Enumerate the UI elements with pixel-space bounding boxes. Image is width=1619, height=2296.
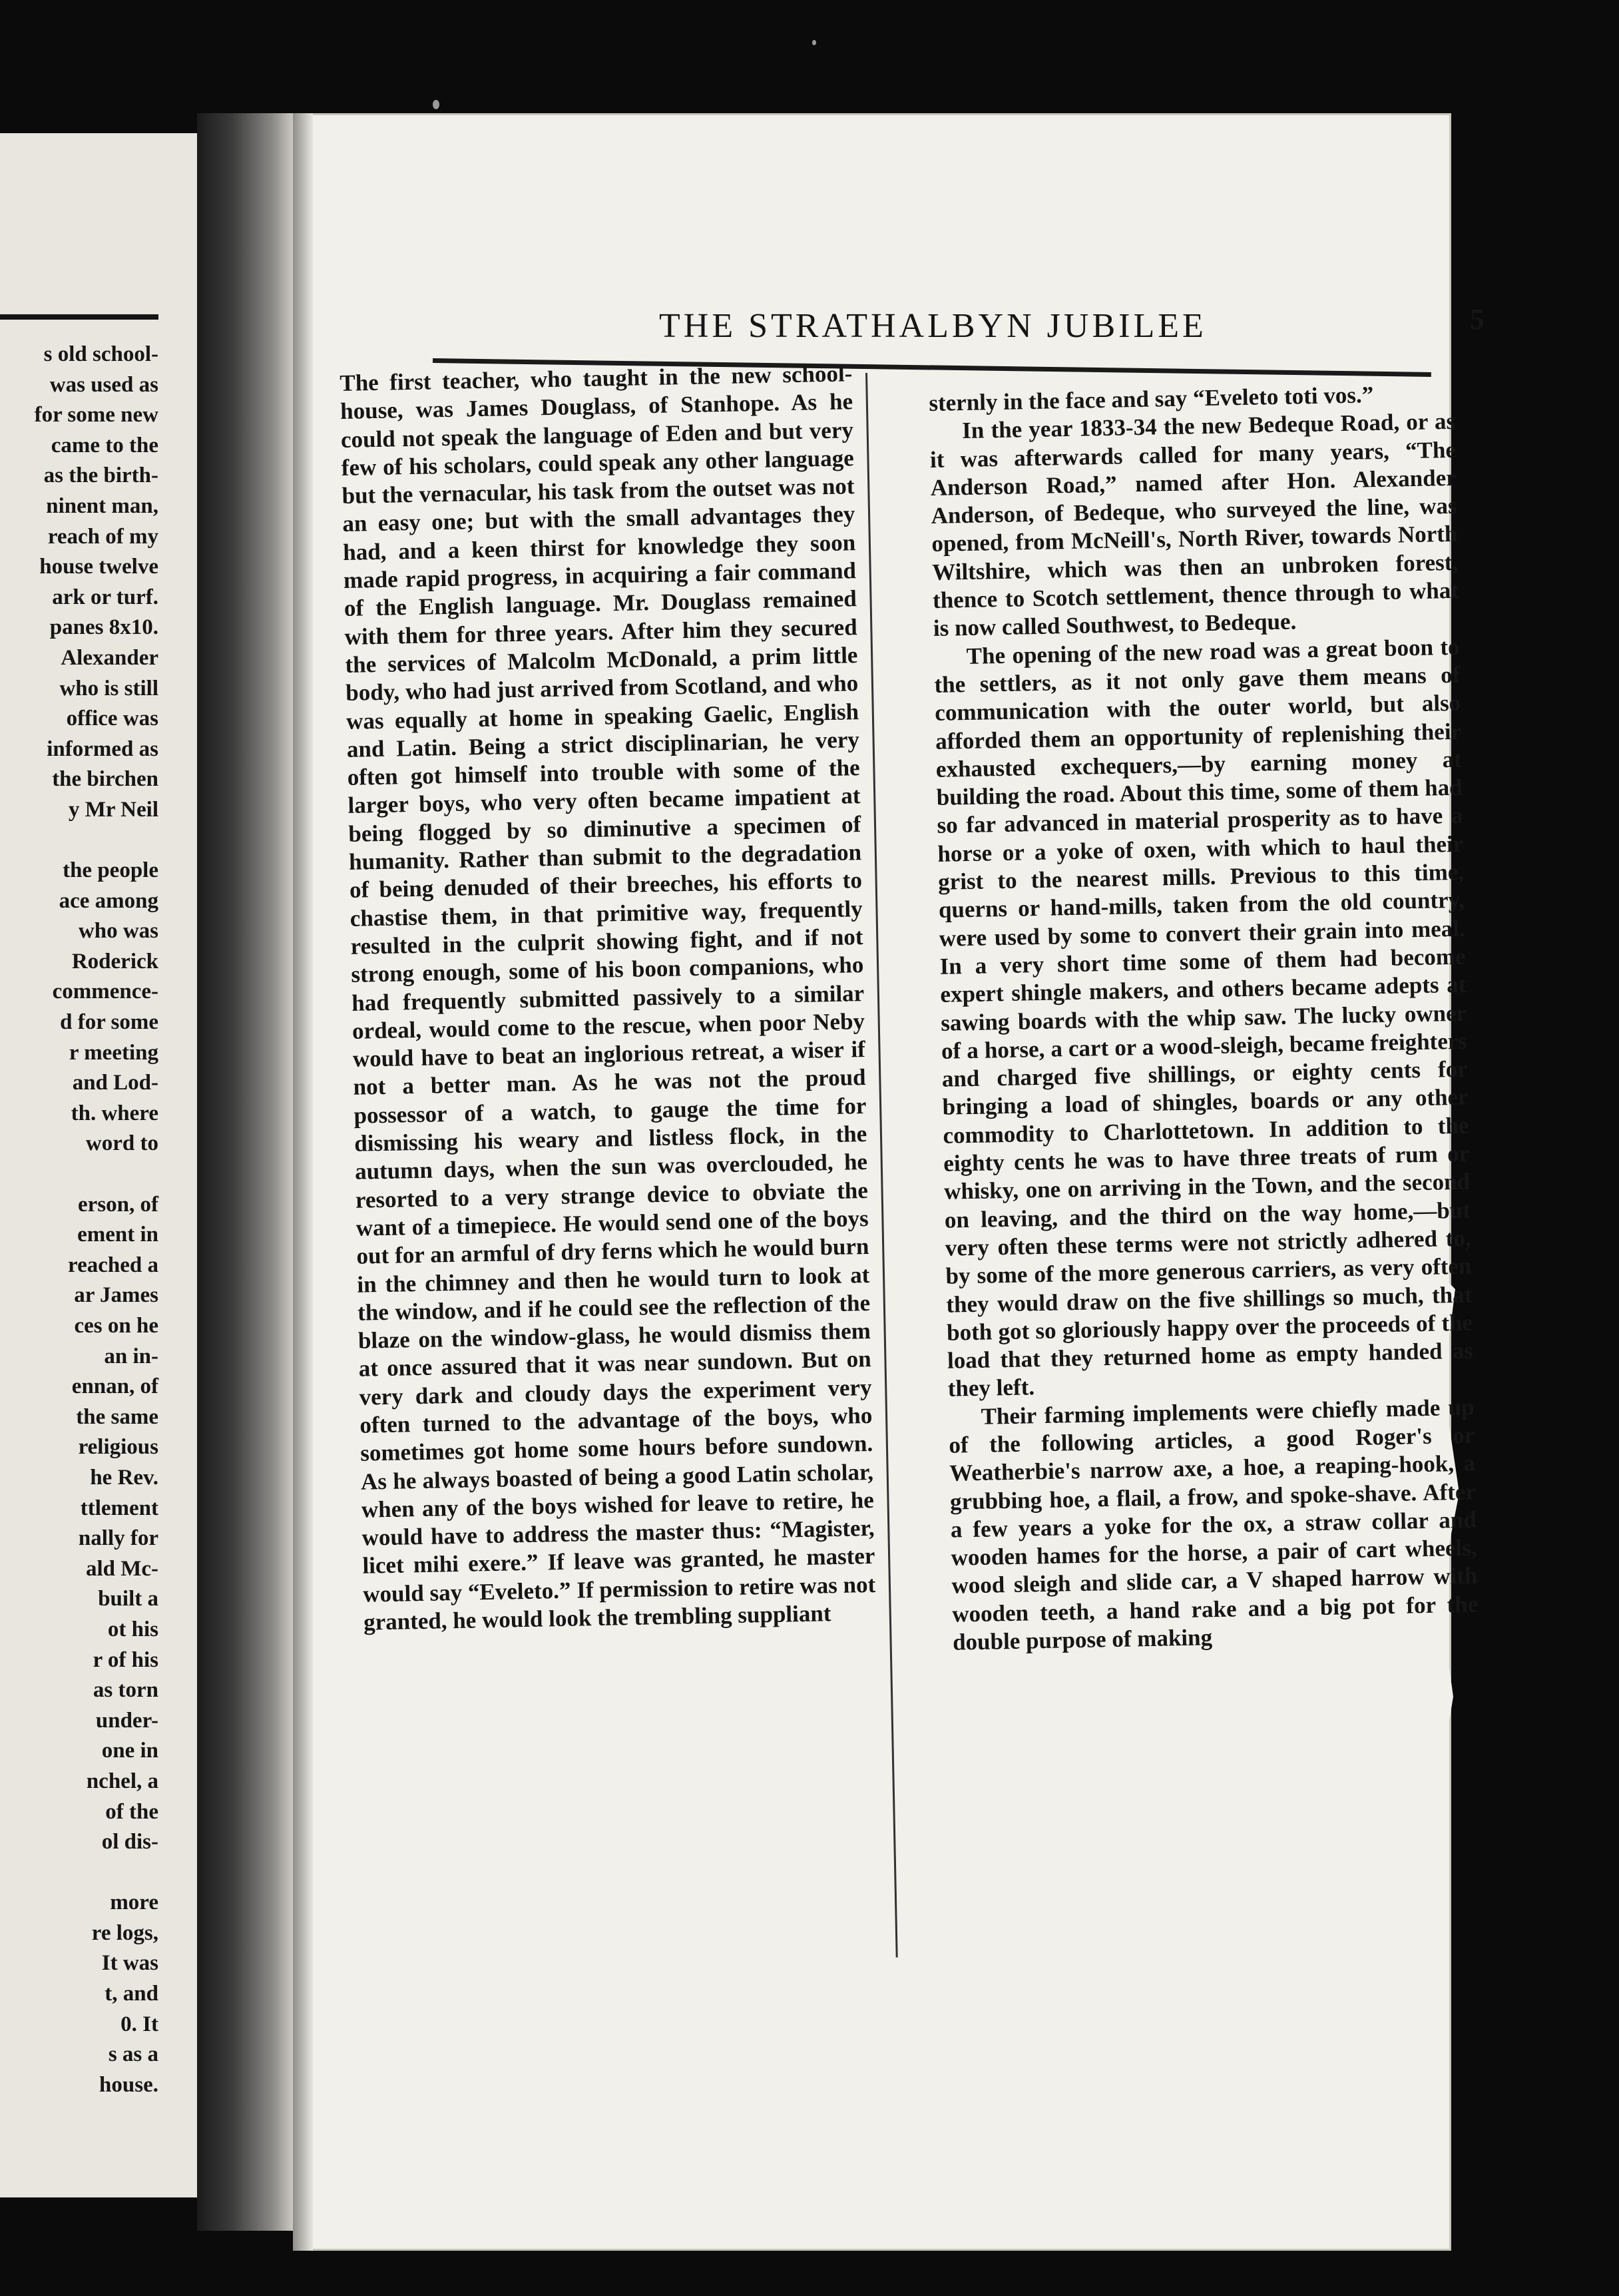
facing-page-line: religious [78,1435,158,1460]
facing-page-line: y Mr Neil [68,797,158,822]
facing-page-line [35,1159,158,1190]
paragraph: sternly in the face and say “Eveleto toti vos.” [929,382,1374,416]
facing-page-line: ark or turf. [52,585,158,609]
paragraph: Their farming implements were chiefly made up of the following articles, a good Roger's or Weatherbie's narrow axe, a hoe, a reaping-hook, a grubbing hoe, a flail, a frow, and spoke-shave. After a few years a yoke for the ox, a straw collar and wooden hames for the horse, a pair of cart wheels, wood sleigh and slide car, a V shaped harrow with wooden teeth, a hand rake and a big pot for the double purpose of making [949,1394,1479,1655]
facing-page-line: built a [98,1587,158,1611]
facing-page-line: ces on he [74,1314,158,1338]
facing-page-line: ot his [107,1617,158,1641]
facing-page-line: as torn [93,1678,158,1703]
facing-page-line: of the [105,1799,158,1824]
facing-page-line: r meeting [69,1040,158,1065]
facing-page-line: ennan, of [71,1374,158,1399]
facing-page-line: Roderick [71,949,158,974]
facing-page-line: an in- [104,1344,158,1368]
facing-page-line: 0. It [120,2012,158,2036]
dust-speck [433,100,439,109]
page-fold-shadow [293,113,313,2251]
facing-page-line: re logs, [91,1920,158,1945]
text-column-left [340,360,876,1637]
facing-page-line: reach of my [47,524,158,549]
running-head [659,303,1485,353]
facing-page-line: who was [78,919,158,944]
facing-page-line: s old school- [43,342,158,366]
facing-page-line: ttlement [80,1496,158,1520]
facing-page-line: r of his [93,1647,158,1672]
facing-page-line: ald Mc- [85,1556,158,1581]
facing-page-line: word to [85,1131,158,1156]
facing-page-line: s as a [108,2042,158,2067]
facing-page-line: t, and [105,1982,158,2006]
facing-page-line: under- [95,1708,158,1733]
facing-page-line: nchel, a [86,1769,158,1793]
facing-page-line: as the birth- [43,463,158,488]
facing-page-line: who is still [59,676,158,701]
facing-page-line: more [110,1890,158,1915]
facing-page-line: the people [63,858,158,883]
facing-page-line: nally for [78,1526,158,1551]
facing-page-line: reached a [68,1253,158,1277]
facing-page-line: ol dis- [101,1830,158,1855]
facing-page-line: came to the [51,433,158,457]
facing-page-rule [0,314,158,320]
facing-page-line: ninent man, [46,493,158,518]
facing-page-line: one in [101,1739,158,1763]
facing-page-line: office was [66,707,158,731]
facing-page-line: informed as [47,736,158,761]
facing-page-line: panes 8x10. [49,615,158,640]
facing-page-line: he Rev. [90,1465,158,1490]
facing-page-line: ement in [77,1223,158,1247]
facing-page-line [35,826,158,856]
paragraph: The first teacher, who taught in the new school-house, was James Douglass, of Stanhope. As he could not speak the language of Eden and but very few of his scholars, could speak any other language but the vernacular, his task from the outset was not an easy one; but with the small advantages they had, and a keen thirst for knowledge they soon made rapid progress, in acquiring a fair command of the English language. Mr. Douglass remained with them for three years. After him they secured the services of Malcolm McDonald, a prim little body, who had just arrived from Scotland, and who was equally at home in speaking Gaelic, English and Latin. Being a strict disciplinarian, he very often got himself into trouble with some of the larger boys, who very often became impatient at being flogged by so diminutive a specimen of humanity. Rather than submit to the degradation of being denuded of their breeches, his efforts to chastise them, in that primitive way, frequently resulted in the culprit showing fight, and if not strong enough, some of his boon companions, who had frequently submitted passively to a similar ordeal, would come to the rescue, when poor Neby would have to beat an inglorious retreat, a wiser if not a better man. As he was not the proud possessor of a watch, to gauge the time for dismissing his weary and listless flock, in the autumn days, when the sun was overclouded, he resorted to a very strange device to obviate the want of a timepiece. He would send one of the boys out for an armful of dry ferns which he would burn in the chimney and then he would turn to look at the window, and if he could see the reflection of the blaze on the window-glass, he would dismiss them at once assured that it was near sundown. But on very dark and cloudy days the experiment very often turned to the advantage of the boys, who sometimes got home some hours before sundown. As he always boasted of being a good Latin scholar, when any of the boys wished for leave to retire, he would have to address the master thus: “Magister, licet mihi exere.” If leave was granted, he master would say “Eveleto.” If permission to retire was not granted, he would look the trembling suppliant [340,360,876,1635]
text-column-right [929,380,1479,1657]
page-number: 5 [1470,303,1485,336]
facing-page-line: house twelve [39,555,158,579]
facing-page-line: was used as [49,372,158,397]
facing-page-line: the birchen [52,767,158,792]
facing-page-line [35,1858,158,1888]
dust-speck [812,40,816,45]
paragraph: In the year 1833-34 the new Bedeque Road, or as it was afterwards called for many years, “The Anderson Road,” named after Hon. Alexander Anderson, of Bedeque, who surveyed the line, was opened, from McNeill's, North River, towards North Wiltshire, which was then an unbroken forest, thence to Scotch settlement, thence through to what is now called Southwest, to Bedeque. [929,408,1459,642]
facing-page-line: ar James [74,1283,158,1308]
facing-page-line: It was [101,1951,158,1976]
paragraph: The opening of the new road was a great boon to the settlers, as it not only gave them means of communication with the outer world, but also afforded them an opportunity of replenishing their exhausted exchequers,—by earning money at building the road. About this time, some of them had so far advanced in material prosperity as to have a horse or a yoke of oxen, with which to haul their grist to the nearest mills. Previous to this time, querns or hand-mills, taken from the old country, were used by some to convert their grain into meal. In a very short time some of them had become expert shingle makers, and others became adepts at sawing boards with the whip saw. The lucky owner of a horse, a cart or a wood-sleigh, became freighters and charged five shillings, or eighty cents for bringing a load of shingles, boards or any other commodity to Charlottetown. In addition to the eighty cents he was to have three treats of rum or whisky, one on arriving in the Town, and the second on leaving, and the third on the way home,—but very often these terms were not strictly adhered to, by some of the more generous carriers, as very often they would draw on the five shillings so much, that both got so gloriously happy over the proceeds of the load that they returned home as empty handed as they left. [934,633,1474,1402]
running-title: THE STRATHALBYN JUBILEE [659,307,1207,345]
facing-page-line: commence- [52,980,158,1004]
facing-page-line: the same [76,1404,158,1429]
facing-page-line: Alexander [61,645,158,670]
facing-page-line: ace among [59,888,158,913]
facing-page-line: th. where [71,1101,158,1125]
facing-page-line: for some new [34,403,158,428]
facing-page-line: and Lod- [72,1071,158,1095]
facing-page-line: house. [99,2072,158,2097]
facing-page-column [35,340,158,2100]
facing-page-fragment [0,133,202,2197]
book-gutter [197,113,297,2231]
facing-page-line: erson, of [78,1192,158,1217]
facing-page-line: d for some [60,1010,158,1035]
